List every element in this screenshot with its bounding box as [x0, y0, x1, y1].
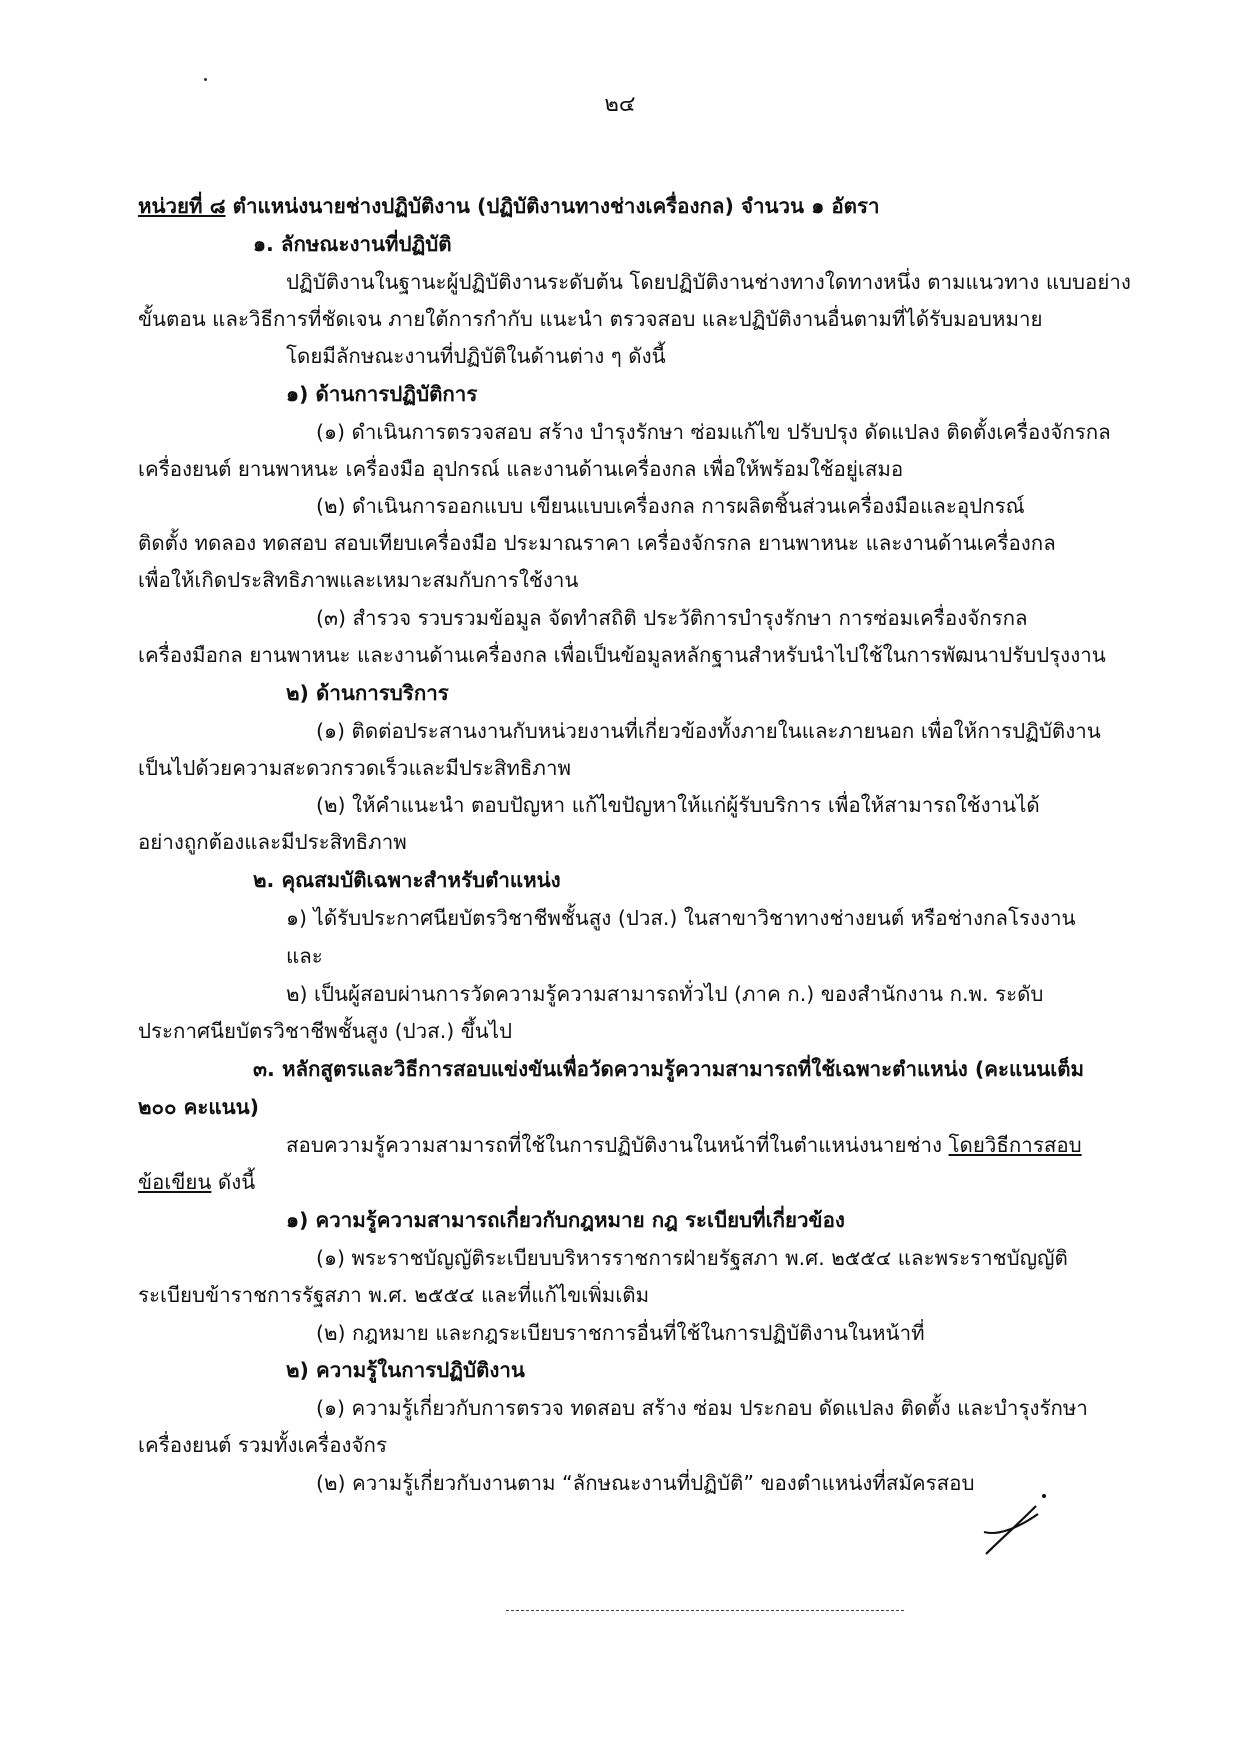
- unit-count: จำนวน ๑ อัตรา: [741, 194, 880, 218]
- unit-heading: [138, 194, 880, 219]
- section1-heading: ๑. ลักษณะงานที่ปฏิบัติ: [253, 232, 452, 256]
- section2-item1-line1: ๑) ได้รับประกาศนียบัตรวิชาชีพชั้นสูง (ปวส.) ในสาขาวิชาทางช่างยนต์ หรือช่างกลโรงงาน: [286, 906, 1076, 930]
- section3-intro-underlined-2: ข้อเขียน: [138, 1170, 212, 1194]
- section3-heading-line1: ๓. หลักสูตรและวิธีการสอบแข่งขันเพื่อวัดความรู้ความสามารถที่ใช้เฉพาะตำแหน่ง (คะแนนเต็ม: [253, 1057, 1085, 1081]
- signature-mark: [978, 1492, 1058, 1562]
- section3-intro-line1: [286, 1133, 1082, 1158]
- section1-sub2-item2-line2: อย่างถูกต้องและมีประสิทธิภาพ: [138, 830, 407, 854]
- section3-sub1-heading: ๑) ความรู้ความสามารถเกี่ยวกับกฎหมาย กฎ ระเบียบที่เกี่ยวข้อง: [286, 1208, 845, 1232]
- section3-sub2-item1-line2: เครื่องยนต์ รวมทั้งเครื่องจักร: [138, 1433, 387, 1457]
- section3-sub2-heading: ๒) ความรู้ในการปฏิบัติงาน: [286, 1358, 525, 1382]
- section2-item2-line1: ๒) เป็นผู้สอบผ่านการวัดความรู้ความสามารถทั่วไป (ภาค ก.) ของสำนักงาน ก.พ. ระดับ: [286, 982, 1044, 1006]
- section1-sub1-item3-line1: (๓) สำรวจ รวบรวมข้อมูล จัดทำสถิติ ประวัติการบำรุงรักษา การซ่อมเครื่องจักรกล: [316, 606, 1028, 630]
- section1-sub2-heading: ๒) ด้านการบริการ: [286, 681, 449, 705]
- section1-sub1-item3-line2: เครื่องมือกล ยานพาหนะ และงานด้านเครื่องกล เพื่อเป็นข้อมูลหลักฐานสำหรับนำไปใช้ในการพัฒนาปรับปรุงงาน: [138, 643, 1106, 667]
- section3-sub1-item2: (๒) กฎหมาย และกฎระเบียบราชการอื่นที่ใช้ในการปฏิบัติงานในหน้าที่: [316, 1321, 925, 1345]
- unit-title: ตำแหน่งนายช่างปฏิบัติงาน (ปฏิบัติงานทางช่างเครื่องกล): [232, 194, 734, 218]
- section2-item2-line2: ประกาศนียบัตรวิชาชีพชั้นสูง (ปวส.) ขึ้นไป: [138, 1019, 513, 1043]
- section1-sub2-item2-line1: (๒) ให้คำแนะนำ ตอบปัญหา แก้ไขปัญหาให้แก่ผู้รับบริการ เพื่อให้สามารถใช้งานได้: [316, 793, 1040, 817]
- section1-sub1-item2-line1: (๒) ดำเนินการออกแบบ เขียนแบบเครื่องกล การผลิตชิ้นส่วนเครื่องมือและอุปกรณ์: [316, 494, 1025, 518]
- section1-sub2-item1-line2: เป็นไปด้วยความสะดวกรวดเร็วและมีประสิทธิภาพ: [138, 756, 571, 780]
- end-divider: [506, 1610, 904, 1611]
- section3-sub2-item2: (๒) ความรู้เกี่ยวกับงานตาม “ลักษณะงานที่ปฏิบัติ” ของตำแหน่งที่สมัครสอบ: [316, 1471, 975, 1495]
- section1-sub2-item1-line1: (๑) ติดต่อประสานงานกับหน่วยงานที่เกี่ยวข้องทั้งภายในและภายนอก เพื่อให้การปฏิบัติงาน: [316, 719, 1101, 743]
- section1-intro-line2: ขั้นตอน และวิธีการที่ชัดเจน ภายใต้การกำกับ แนะนำ ตรวจสอบ และปฏิบัติงานอื่นตามที่ได้รับมอบหมาย: [138, 307, 1043, 331]
- section1-sub1-item2-line3: เพื่อให้เกิดประสิทธิภาพและเหมาะสมกับการใช้งาน: [138, 568, 579, 592]
- section1-sub1-item2-line2: ติดตั้ง ทดลอง ทดสอบ สอบเทียบเครื่องมือ ประมาณราคา เครื่องจักรกล ยานพาหนะ และงานด้านเครื่องกล: [138, 531, 1056, 555]
- section3-sub1-item1-line2: ระเบียบข้าราชการรัฐสภา พ.ศ. ๒๕๕๔ และที่แก้ไขเพิ่มเติม: [138, 1283, 650, 1307]
- section1-sub1-heading: ๑) ด้านการปฏิบัติการ: [286, 382, 478, 406]
- page-number: ๒๔: [604, 92, 636, 117]
- section3-intro-line2: [138, 1170, 255, 1195]
- section3-sub2-item1-line1: (๑) ความรู้เกี่ยวกับการตรวจ ทดสอบ สร้าง ซ่อม ประกอบ ดัดแปลง ติดตั้ง และบำรุงรักษา: [316, 1396, 1088, 1420]
- unit-label: หน่วยที่ ๘: [138, 194, 226, 218]
- section1-sub1-item1-line2: เครื่องยนต์ ยานพาหนะ เครื่องมือ อุปกรณ์ และงานด้านเครื่องกล เพื่อให้พร้อมใช้อยู่เสมอ: [138, 457, 904, 481]
- section3-sub1-item1-line1: (๑) พระราชบัญญัติระเบียบบริหารราชการฝ่ายรัฐสภา พ.ศ. ๒๕๕๔ และพระราชบัญญัติ: [316, 1246, 1068, 1270]
- section2-item1-line2: และ: [286, 944, 323, 968]
- section3-intro-underlined: โดยวิธีการสอบ: [948, 1133, 1082, 1157]
- section2-heading: ๒. คุณสมบัติเฉพาะสำหรับตำแหน่ง: [253, 868, 561, 892]
- scan-speck: [204, 78, 207, 81]
- section3-intro-text: สอบความรู้ความสามารถที่ใช้ในการปฏิบัติงานในหน้าที่ในตำแหน่งนายช่าง: [286, 1133, 942, 1157]
- section3-intro-text-2: ดังนี้: [217, 1170, 256, 1194]
- section1-sub1-item1-line1: (๑) ดำเนินการตรวจสอบ สร้าง บำรุงรักษา ซ่อมแก้ไข ปรับปรุง ดัดแปลง ติดตั้งเครื่องจักรกล: [316, 420, 1111, 444]
- section3-heading-line2: ๒๐๐ คะแนน): [138, 1095, 260, 1119]
- section1-intro-line3: โดยมีลักษณะงานที่ปฏิบัติในด้านต่าง ๆ ดังนี้: [286, 344, 666, 368]
- section1-intro-line1: ปฏิบัติงานในฐานะผู้ปฏิบัติงานระดับต้น โดยปฏิบัติงานช่างทางใดทางหนึ่ง ตามแนวทาง แบบอย่าง: [286, 270, 1131, 294]
